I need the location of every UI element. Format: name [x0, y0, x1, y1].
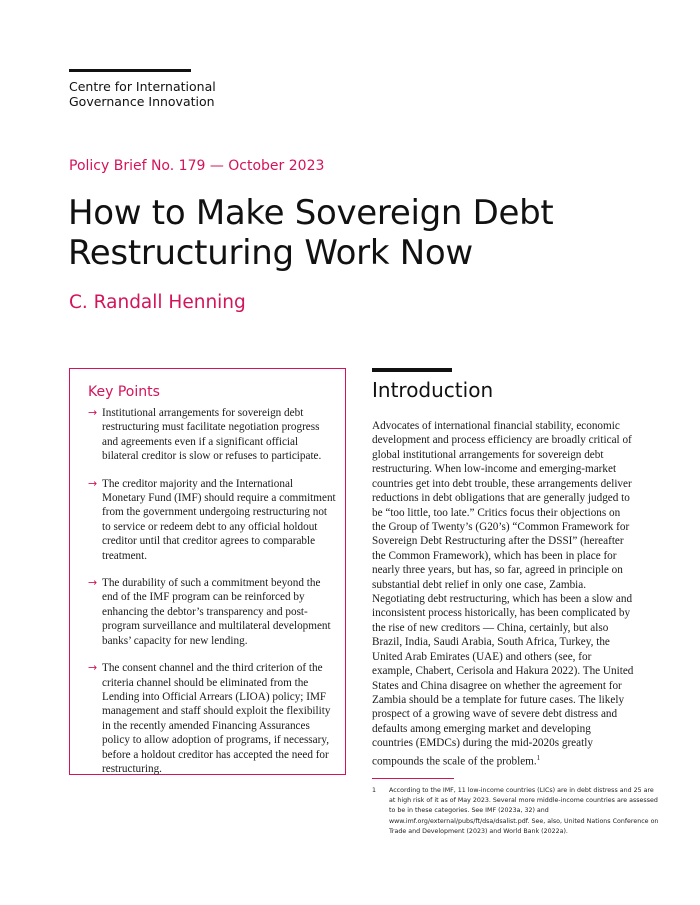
arrow-right-icon: → [88, 406, 98, 419]
introduction-text: Advocates of international financial stability, economic development and process efficiency are broadly critical of global institutional arrangements for sovereign debt restructuring. When low-income and emerging-market countries get into debt trouble, these arrangements deliver reductions in debt obligations that are generally judged to be “too little, too late.” Critics focus their objections on the Group of Twenty’s (G20’s) “Common Framework for Sovereign Debt Restructuring after the DSSI” (hereafter the Common Framework), which has been in place for nearly three years, but has, so far, agreed in principle on substantial debt relief in only one case, Zambia. Negotiating debt restructuring, which has been a slow and inconsistent process historically, has been complicated by the rise of new creditors — China, certainly, but also Brazil, India, Saudi Arabia, South Africa, Turkey, the United Arab Emirates (UAE) and others (see, for example, Chabert, Cerisola and Hakura 2022). The United States and China disagree on whether the agreement for Zambia should be a template for future cases. The likely prospect of a growing wave of severe debt distress and defaults among emerging market and developing countries (EMDCs) during the mid-2020s greatly compounds the scale of the problem. [372, 420, 634, 768]
arrow-right-icon: → [88, 476, 98, 490]
arrow-right-icon: → [88, 576, 98, 590]
arrow-right-icon: → [88, 661, 98, 675]
section-rule [372, 368, 452, 372]
footnote-number: 1 [372, 787, 377, 794]
organization-line-1: Centre for International [69, 79, 216, 94]
key-point-item [88, 477, 336, 563]
key-point-item [88, 406, 336, 464]
logo-rule [69, 69, 191, 72]
footnote-text: According to the IMF, 11 low-income countries (LICs) are in debt distress and 25 are at high risk of it as of May 2023. Several more middle-income countries are assessed to be in these categories. See IMF (2023a, 32) and www.imf.org/external/pubs/ft/dsa/dsalist.pdf. See, also, United Nations Conference on Trade and Development (2023) and World Bank (2022a). [389, 787, 659, 835]
key-points-list [88, 406, 336, 789]
title-line-1: How to Make Sovereign Debt [68, 193, 554, 233]
introduction-heading: Introduction [372, 378, 494, 402]
footnote-reference[interactable]: 1 [536, 753, 541, 762]
page-title [68, 193, 668, 273]
key-points-heading: Key Points [88, 384, 160, 400]
introduction-paragraph [372, 419, 634, 769]
organization-line-2: Governance Innovation [69, 94, 215, 109]
key-point-text: The creditor majority and the International Monetary Fund (IMF) should require a commitment from the government undergoing restructuring not to service or redeem debt to any official holdout creditor until that creditor agrees to comparable treatment. [102, 477, 336, 562]
key-point-text: Institutional arrangements for sovereign debt restructuring must facilitate negotiation progress and agreements even if a significant official bilateral creditor is slow or refuses to participate. [102, 407, 322, 463]
key-point-text: The durability of such a commitment beyond the end of the IMF program can be reinforced by enhancing the debtor’s transparency and post-program surveillance and multilateral development banks’ capacity for new lending. [102, 577, 331, 647]
key-point-item [88, 661, 336, 776]
footnote-rule [372, 778, 454, 779]
author-name: C. Randall Henning [69, 292, 246, 313]
key-point-text: The consent channel and the third criterion of the criteria channel should be eliminated from the Lending into Official Arrears (LIOA) policy; IMF management and staff should exploit the flexibility in the recently amended Financing Assurances policy to allow adoption of programs, if necessary, before a holdout creditor has accepted the need for restructuring. [102, 662, 331, 775]
organization-logo [69, 79, 216, 109]
key-point-item [88, 576, 336, 648]
footnote [372, 786, 662, 837]
series-label: Policy Brief No. 179 — October 2023 [69, 158, 325, 174]
title-line-2: Restructuring Work Now [68, 233, 473, 273]
